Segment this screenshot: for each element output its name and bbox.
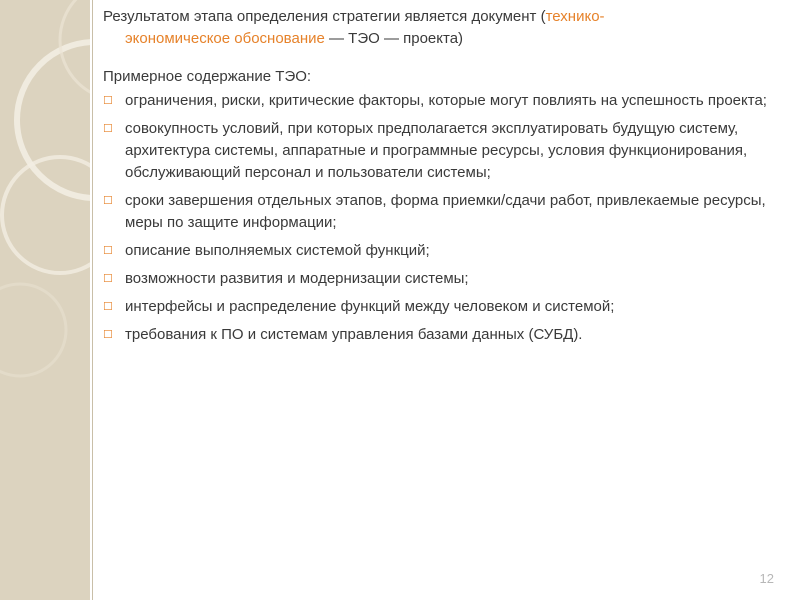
list-item-text: возможности развития и модернизации системы; bbox=[125, 270, 469, 287]
intro-paragraph bbox=[103, 6, 783, 50]
list-item bbox=[103, 324, 783, 346]
intro-continuation bbox=[103, 28, 783, 50]
list-item bbox=[103, 240, 783, 262]
list-item-text: ограничения, риски, критические факторы, которые могут повлиять на успешность проекта; bbox=[125, 92, 767, 109]
bullet-icon: ☐ bbox=[103, 329, 113, 341]
list-item-text: совокупность условий, при которых предполагается эксплуатировать будущую систему, архитектура системы, аппаратные и программные ресурсы, условия функционирования, обслуживающий персонал и пользователи системы; bbox=[125, 120, 748, 181]
list-item bbox=[103, 296, 783, 318]
bullet-icon: ☐ bbox=[103, 95, 113, 107]
page-number: 12 bbox=[759, 571, 774, 586]
subheading: Примерное содержание ТЭО: bbox=[103, 68, 312, 85]
list-item bbox=[103, 190, 783, 234]
bullet-icon: ☐ bbox=[103, 195, 113, 207]
bullet-icon: ☐ bbox=[103, 123, 113, 135]
list-item bbox=[103, 118, 783, 184]
list-item-text: требования к ПО и системам управления базами данных (СУБД). bbox=[125, 326, 583, 343]
intro-highlight-2: экономическое обоснование bbox=[125, 30, 325, 47]
decorative-sidebar bbox=[0, 0, 90, 600]
list-item bbox=[103, 90, 783, 112]
intro-text-after: — ТЭО — проекта) bbox=[324, 30, 464, 47]
list-item bbox=[103, 268, 783, 290]
decorative-circles bbox=[0, 0, 90, 600]
bullet-icon: ☐ bbox=[103, 301, 113, 313]
slide-content bbox=[103, 6, 783, 352]
intro-text-before: Результатом этапа определения стратегии является документ ( bbox=[103, 8, 546, 25]
list-item-text: сроки завершения отдельных этапов, форма приемки/сдачи работ, привлекаемые ресурсы, меры по защите информации; bbox=[125, 192, 766, 231]
bullet-icon: ☐ bbox=[103, 273, 113, 285]
list-item-text: интерфейсы и распределение функций между человеком и системой; bbox=[125, 298, 615, 315]
bullet-icon: ☐ bbox=[103, 245, 113, 257]
sidebar-divider bbox=[92, 0, 93, 600]
list-item-text: описание выполняемых системой функций; bbox=[125, 242, 430, 259]
content-list bbox=[103, 90, 783, 346]
intro-highlight-1: технико- bbox=[545, 8, 605, 25]
